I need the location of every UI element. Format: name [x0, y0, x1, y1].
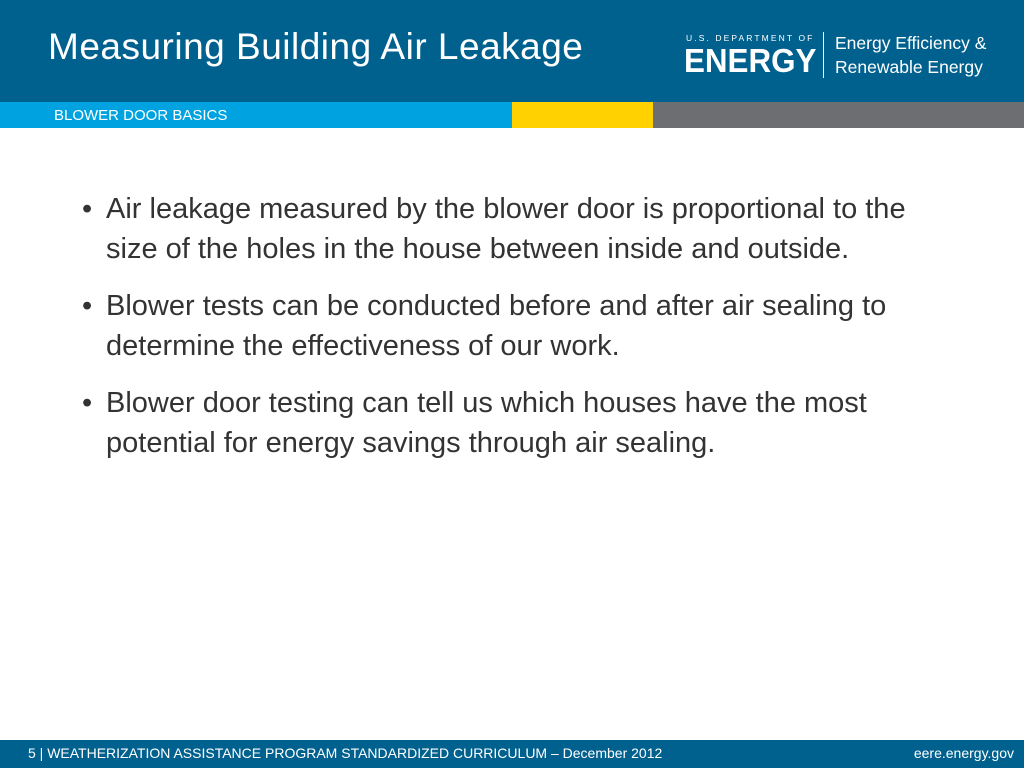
band-yellow [512, 102, 653, 128]
footer-page-info: 5 | WEATHERIZATION ASSISTANCE PROGRAM STANDARDIZED CURRICULUM – December 2012 [28, 745, 663, 761]
logo-office-line1: Energy Efficiency & [835, 33, 987, 53]
bullet-item [82, 384, 952, 463]
bullet-dot-icon: • [82, 290, 93, 322]
logo-agency: ENERGY [684, 42, 817, 79]
bullet-item [82, 287, 952, 366]
bullet-text: Blower tests can be conducted before and after air sealing to determine the effectiveness of our work. [106, 290, 887, 362]
band-gray [653, 102, 1024, 128]
slide-title: Measuring Building Air Leakage [48, 26, 584, 67]
logo-office-line2: Renewable Energy [835, 57, 983, 77]
slide-footer [0, 740, 1024, 768]
bullet-text: Air leakage measured by the blower door is proportional to the size of the holes in the house between inside and outside. [106, 193, 906, 265]
bullet-item [82, 190, 952, 269]
footer-website: eere.energy.gov [913, 745, 1014, 761]
bullet-dot-icon: • [82, 387, 93, 419]
logo-dept-line: U.S. DEPARTMENT OF [686, 33, 815, 43]
bullet-dot-icon: • [82, 193, 93, 225]
doe-eere-logo [684, 30, 1004, 82]
logo-divider [823, 32, 824, 78]
bullet-text: Blower door testing can tell us which houses have the most potential for energy savings through air sealing. [106, 387, 867, 459]
slide-header [0, 0, 1024, 102]
bullet-list [82, 190, 952, 481]
section-label: BLOWER DOOR BASICS [54, 107, 228, 124]
